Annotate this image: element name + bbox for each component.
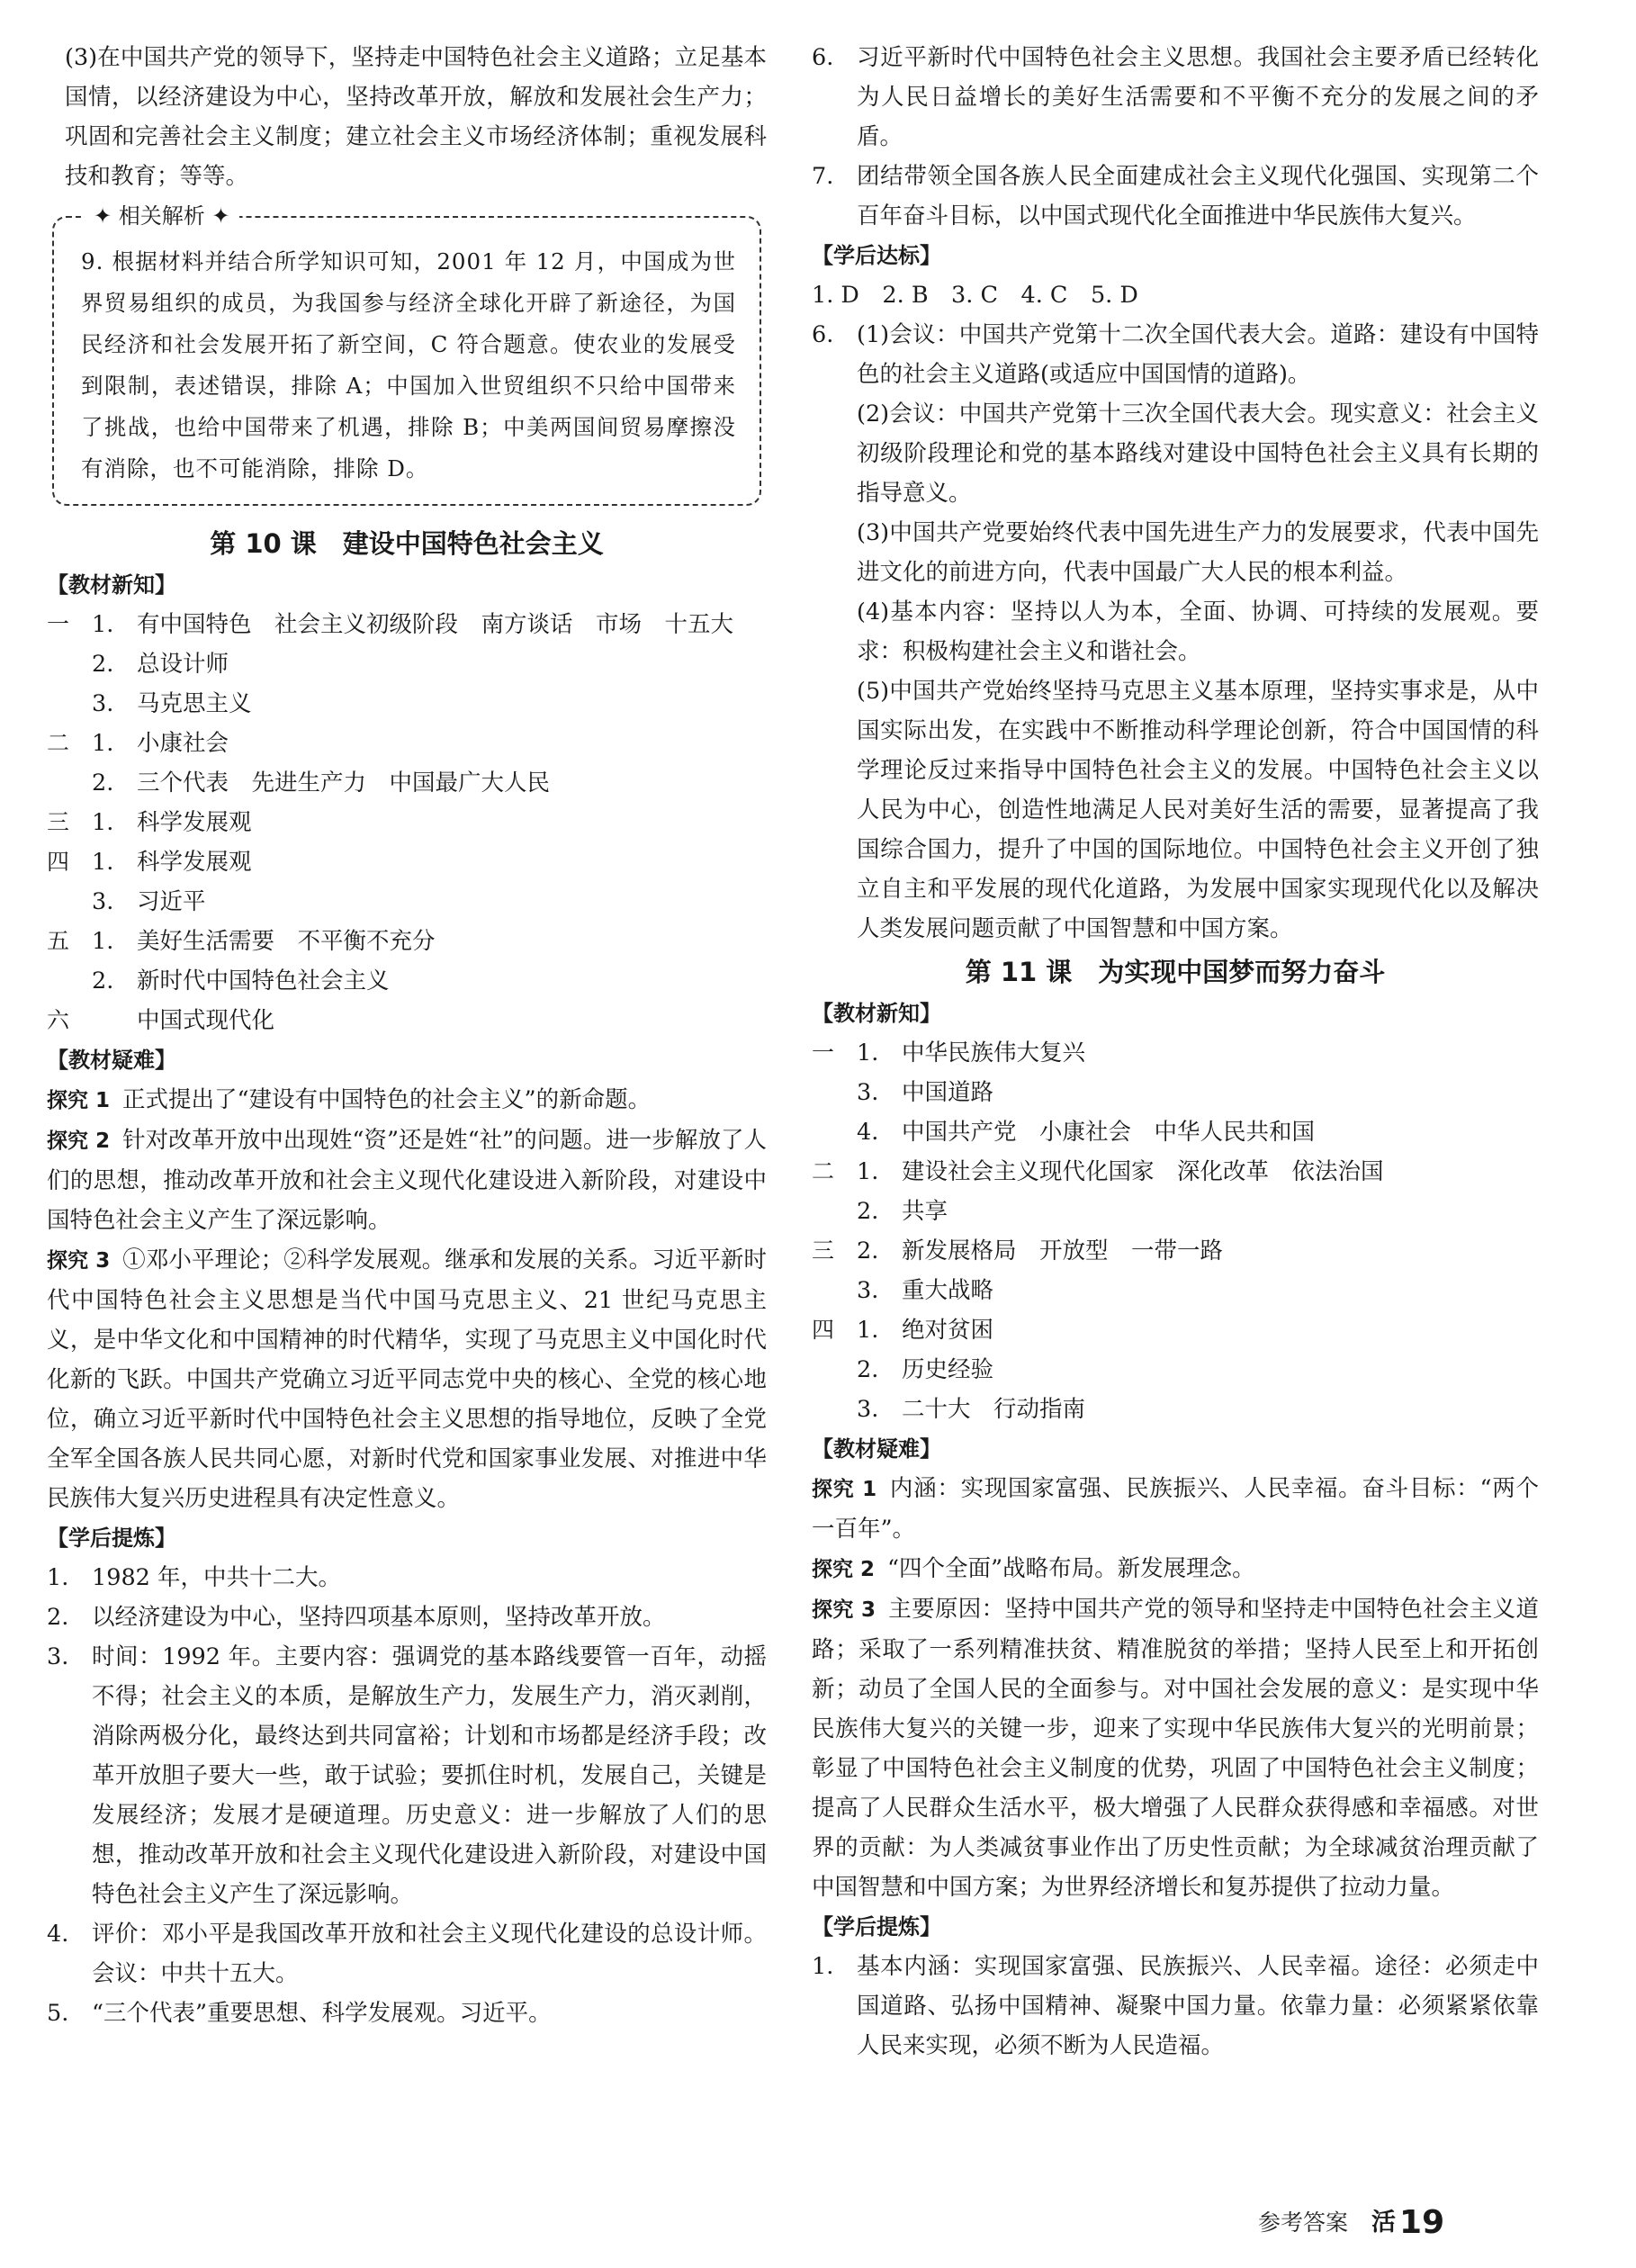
list-item — [812, 1310, 1539, 1350]
explore-label: 探究 2 — [812, 1558, 876, 1581]
list-item — [47, 1914, 767, 1994]
list-item — [47, 922, 767, 961]
explore-item — [812, 1589, 1539, 1907]
list-item — [812, 1947, 1539, 2066]
item-number: 1. — [92, 809, 114, 836]
item-text: 绝对贫困 — [902, 1317, 994, 1344]
item-text: 新时代中国特色社会主义 — [137, 968, 390, 994]
section-number — [812, 1073, 857, 1112]
list-item — [812, 38, 1539, 157]
item-number: 2. — [857, 1198, 879, 1225]
lesson-11-title: 第 11 课 为实现中国梦而努力奋斗 — [965, 957, 1386, 987]
item-text: 建设社会主义现代化国家 深化改革 依法治国 — [902, 1158, 1384, 1185]
q6-block — [812, 315, 1539, 949]
mc-answers: 1. D 2. B 3. C 4. C 5. D — [812, 282, 1138, 309]
explore-list — [47, 1080, 767, 1518]
item-number: 1. — [857, 1158, 879, 1185]
item-number: 3. — [47, 1643, 69, 1670]
item-text: 共享 — [902, 1198, 948, 1225]
item-text: 历史经验 — [902, 1356, 994, 1383]
section-number — [47, 644, 92, 684]
item-text: 以经济建设为中心，坚持四项基本原则，坚持改革开放。 — [92, 1604, 666, 1631]
section-number — [812, 1390, 857, 1429]
item-number: 7. — [812, 163, 834, 190]
right-column — [812, 38, 1539, 2066]
item-number: 2. — [857, 1356, 879, 1383]
item-text: 有中国特色 社会主义初级阶段 南方谈话 市场 十五大 — [137, 611, 734, 638]
section-number: 一 — [812, 1040, 835, 1066]
item-text: 马克思主义 — [137, 690, 252, 717]
explore-item — [47, 1120, 767, 1240]
item-number: 1. — [47, 1564, 69, 1591]
item-text: 中国式现代化 — [137, 1007, 275, 1034]
q6-part: (2)会议：中国共产党第十三次全国代表大会。现实意义：社会主义初级阶段理论和党的基本路线对建设中国特色社会主义具有长期的指导意义。 — [857, 400, 1539, 507]
item-number: 6. — [812, 44, 834, 71]
explore-text: 正式提出了“建设有中国特色的社会主义”的新命题。 — [122, 1086, 652, 1113]
item-number: 3. — [92, 888, 114, 915]
list-item — [47, 842, 767, 882]
item-text: 美好生活需要 不平衡不充分 — [137, 928, 436, 955]
section-number: 五 — [47, 928, 70, 954]
item-text: 三个代表 先进生产力 中国最广大人民 — [137, 770, 551, 796]
lesson-10-title: 第 10 课 建设中国特色社会主义 — [210, 528, 604, 559]
item-text: 基本内涵：实现国家富强、民族振兴、人民幸福。途径：必须走中国道路、弘扬中国精神、凝聚中国力量。依靠力量：必须紧紧依靠人民来实现，必须不断为人民造福。 — [857, 1953, 1539, 2059]
section-number: 二 — [47, 730, 70, 756]
explore-item — [812, 1469, 1539, 1549]
explore-text: “四个全面”战略布局。新发展理念。 — [887, 1555, 1255, 1582]
tag-difficulties: 【教材疑难】 — [47, 1048, 176, 1073]
tag-new-knowledge: 【教材新知】 — [812, 1001, 941, 1026]
tag-difficulties: 【教材疑难】 — [812, 1436, 941, 1462]
list-item — [47, 1637, 767, 1914]
item-text: 评价：邓小平是我国改革开放和社会主义现代化建设的总设计师。会议：中共十五大。 — [92, 1921, 767, 1987]
item-text: 二十大 行动指南 — [902, 1396, 1086, 1423]
tag-assessment: 【学后达标】 — [812, 243, 941, 268]
section-number — [812, 1271, 857, 1310]
explore-text: 内涵：实现国家富强、民族振兴、人民幸福。奋斗目标：“两个一百年”。 — [812, 1475, 1539, 1543]
item-number: 1. — [92, 730, 114, 757]
item-number: 1. — [92, 849, 114, 876]
list-item — [812, 1073, 1539, 1112]
item-number: 4. — [47, 1921, 69, 1948]
item-text: 习近平新时代中国特色社会主义思想。我国社会主要矛盾已经转化为人民日益增长的美好生活需要和不平衡不充分的发展之间的矛盾。 — [857, 44, 1539, 150]
item-text: 重大战略 — [902, 1277, 994, 1304]
section-number — [47, 684, 92, 724]
item-number: 3. — [857, 1079, 879, 1106]
list-item — [47, 605, 767, 644]
new-knowledge-list — [47, 605, 767, 1040]
explore-label: 探究 3 — [812, 1598, 876, 1622]
section-number: 三 — [812, 1238, 835, 1264]
item-text: 习近平 — [137, 888, 206, 915]
explore-label: 探究 3 — [47, 1249, 111, 1273]
list-item — [812, 1033, 1539, 1073]
new-knowledge-list — [812, 1033, 1539, 1429]
item-text: “三个代表”重要思想、科学发展观。习近平。 — [92, 2000, 552, 2027]
item-number: 2. — [92, 968, 114, 994]
list-item — [812, 1390, 1539, 1429]
q6-number: 6. — [812, 321, 834, 348]
page-footer — [1258, 2203, 1546, 2243]
list-item — [812, 1231, 1539, 1271]
section-number — [47, 961, 92, 1001]
item-number: 2. — [47, 1604, 69, 1631]
explore-text: 针对改革开放中出现姓“资”还是姓“社”的问题。进一步解放了人们的思想，推动改革开放和社会主义现代化建设进入新阶段，对建设中国特色社会主义产生了深远影响。 — [47, 1127, 767, 1234]
footer-label: 参考答案 — [1258, 2210, 1349, 2236]
list-item — [812, 1112, 1539, 1152]
top-paragraph: (3)在中国共产党的领导下，坚持走中国特色社会主义道路；立足基本国情，以经济建设为中心，坚持改革开放，解放和发展社会生产力；巩固和完善社会主义制度；建立社会主义市场经济体制；重视发展科技和教育；等等。 — [65, 44, 767, 190]
section-number: 四 — [812, 1317, 835, 1343]
box-marker-icon: ✦ — [204, 203, 230, 229]
box-text: 9. 根据材料并结合所学知识可知，2001 年 12 月，中国成为世界贸易组织的成员，为我国参与经济全球化开辟了新途径，为国民经济和社会发展开拓了新空间，C 符合题意。使农业的发展受到限制，表述错误，排除 A；中国加入世贸组织不只给中国带来了挑战，也给中国带来了机遇，排除 B；中美两国间贸易摩擦没有消除，也不可能消除，排除 D。 — [81, 248, 736, 482]
item-text: 中华民族伟大复兴 — [902, 1040, 1086, 1066]
explore-item — [812, 1549, 1539, 1589]
item-number: 2. — [857, 1238, 879, 1264]
item-number: 4. — [857, 1119, 879, 1146]
section-number: 六 — [47, 1007, 70, 1033]
item-text: 小康社会 — [137, 730, 229, 757]
box-marker-icon: ✦ — [94, 203, 119, 229]
item-number: 1. — [92, 928, 114, 955]
item-text: 团结带领全国各族人民全面建成社会主义现代化强国、实现第二个百年奋斗目标，以中国式现代化全面推进中华民族伟大复兴。 — [857, 163, 1539, 230]
footer-prefix: 活 — [1371, 2209, 1397, 2236]
q6-part: (3)中国共产党要始终代表中国先进生产力的发展要求，代表中国先进文化的前进方向，代表中国最广大人民的根本利益。 — [857, 519, 1539, 586]
q6-part: (4)基本内容：坚持以人为本，全面、协调、可持续的发展观。要求：积极构建社会主义和谐社会。 — [857, 598, 1539, 665]
item-text: 1982 年，中共十二大。 — [92, 1564, 342, 1591]
list-item — [47, 1558, 767, 1598]
section-number: 二 — [812, 1158, 835, 1184]
list-item — [47, 763, 767, 803]
item-number: 1. — [92, 611, 114, 638]
list-item — [47, 724, 767, 763]
item-number: 1. — [857, 1317, 879, 1344]
q6-part: (5)中国共产党始终坚持马克思主义基本原理，坚持实事求是，从中国实际出发，在实践中不断推动科学理论创新，符合中国国情的科学理论反过来指导中国特色社会主义的发展。中国特色社会主义以人民为中心，创造性地满足人民对美好生活的需要，显著提高了我国综合国力，提升了中国的国际地位。中国特色社会主义开创了独立自主和平发展的现代化道路，为发展中国家实现现代化以及解决人类发展问题贡献了中国智慧和中国方案。 — [857, 678, 1539, 942]
review-list — [47, 1558, 767, 2033]
tag-new-knowledge: 【教材新知】 — [47, 572, 176, 598]
section-number — [812, 1112, 857, 1152]
item-number — [92, 1001, 137, 1040]
page-number: 19 — [1399, 2204, 1445, 2241]
list-item — [812, 157, 1539, 236]
left-column — [47, 38, 767, 2033]
item-number: 2. — [92, 770, 114, 796]
list-item — [812, 1350, 1539, 1390]
explore-text: ①邓小平理论；②科学发展观。继承和发展的关系。习近平新时代中国特色社会主义思想是当代中国马克思主义、21 世纪马克思主义，是中华文化和中国精神的时代精华，实现了马克思主义中国化时代化新的飞跃。中国共产党确立习近平同志党中央的核心、全党的核心地位，确立习近平新时代中国特色社会主义思想的指导地位，反映了全党全军全国各族人民共同心愿，对新时代党和国家事业发展、对推进中华民族伟大复兴历史进程具有决定性意义。 — [47, 1246, 767, 1512]
explore-label: 探究 2 — [47, 1130, 111, 1153]
item-text: 时间：1992 年。主要内容：强调党的基本路线要管一百年，动摇不得；社会主义的本质，是解放生产力，发展生产力，消灭剥削，消除两极分化，最终达到共同富裕；计划和市场都是经济手段；改革开放胆子要大一些，敢于试验；要抓住时机，发展自己，关键是发展经济；发展才是硬道理。历史意义：进一步解放了人们的思想，推动改革开放和社会主义现代化建设进入新阶段，对建设中国特色社会主义产生了深远影响。 — [92, 1643, 767, 1908]
item-number: 3. — [92, 690, 114, 717]
box-title: 相关解析 — [118, 203, 205, 229]
analysis-box — [52, 203, 761, 506]
item-number: 1. — [857, 1040, 879, 1066]
item-text: 科学发展观 — [137, 849, 252, 876]
list-item — [812, 1192, 1539, 1231]
list-item — [47, 684, 767, 724]
review-list — [812, 1947, 1539, 2066]
item-text: 科学发展观 — [137, 809, 252, 836]
item-text: 中国共产党 小康社会 中华人民共和国 — [902, 1119, 1316, 1146]
explore-label: 探究 1 — [812, 1478, 877, 1501]
q6-parts — [857, 315, 1539, 949]
section-number — [812, 1192, 857, 1231]
tag-review: 【学后提炼】 — [47, 1526, 176, 1551]
item-number: 3. — [857, 1396, 879, 1423]
tag-review: 【学后提炼】 — [812, 1914, 941, 1940]
list-item — [47, 803, 767, 842]
item-text: 新发展格局 开放型 一带一路 — [902, 1238, 1224, 1264]
list-item — [47, 882, 767, 922]
section-number: 一 — [47, 611, 70, 637]
q6-part: (1)会议：中国共产党第十二次全国代表大会。道路：建设有中国特色的社会主义道路(或适应中国国情的道路)。 — [857, 321, 1539, 388]
explore-item — [47, 1080, 767, 1120]
list-item — [47, 1598, 767, 1637]
item-text: 中国道路 — [902, 1079, 994, 1106]
explore-item — [47, 1240, 767, 1518]
list-item — [47, 961, 767, 1001]
continued-items — [812, 38, 1539, 236]
section-number: 四 — [47, 849, 70, 875]
item-number: 3. — [857, 1277, 879, 1304]
section-number — [47, 763, 92, 803]
explore-label: 探究 1 — [47, 1089, 111, 1112]
list-item — [812, 1271, 1539, 1310]
list-item — [47, 644, 767, 684]
item-number: 1. — [812, 1953, 834, 1980]
section-number — [47, 882, 92, 922]
item-number: 2. — [92, 651, 114, 678]
section-number — [812, 1350, 857, 1390]
item-number: 5. — [47, 2000, 69, 2027]
list-item — [47, 1994, 767, 2033]
list-item — [812, 1152, 1539, 1192]
explore-text: 主要原因：坚持中国共产党的领导和坚持走中国特色社会主义道路；采取了一系列精准扶贫、精准脱贫的举措；坚持人民至上和开拓创新；动员了全国人民的全面参与。对中国社会发展的意义：是实现中华民族伟大复兴的关键一步，迎来了实现中华民族伟大复兴的光明前景；彰显了中国特色社会主义制度的优势，巩固了中国特色社会主义制度；提高了人民群众生活水平，极大增强了人民群众获得感和幸福感。对世界的贡献：为人类减贫事业作出了历史性贡献；为全球减贫治理贡献了中国智慧和中国方案；为世界经济增长和复苏提供了拉动力量。 — [812, 1596, 1539, 1901]
list-item — [47, 1001, 767, 1040]
item-text: 总设计师 — [137, 651, 229, 678]
explore-list — [812, 1469, 1539, 1907]
section-number: 三 — [47, 809, 70, 835]
